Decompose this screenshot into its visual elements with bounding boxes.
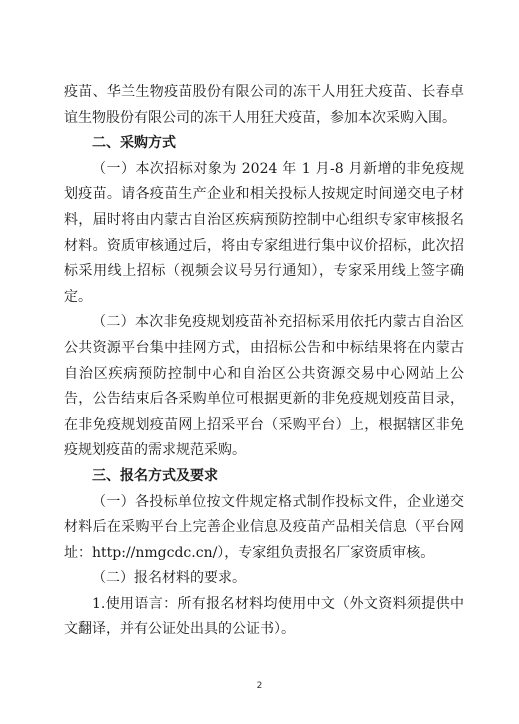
document-body: [64, 80, 464, 643]
heading-procurement-method: 二、采购方式: [92, 135, 176, 152]
paragraph-language-requirement: 1.使用语言：所有报名材料均使用中文（外文资料须提供中文翻译，并有公证处出具的公证书）。: [64, 595, 464, 638]
paragraph-intro: 疫苗、华兰生物疫苗股份有限公司的冻干人用狂犬疫苗、长春卓谊生物股份有限公司的冻干人用狂犬疫苗，参加本次采购入围。: [64, 84, 464, 126]
paragraph-method-2: （二）本次非免疫规划疫苗补充招标采用依托内蒙古自治区公共资源平台集中挂网方式，由招标公告和中标结果将在内蒙古自治区疾病预防控制中心和自治区公共资源交易中心网站上公告，公告结束后各采购单位可根据更新的非免疫规划疫苗目录，在非免疫规划疫苗网上招采平台（采购平台）上，根据辖区非免疫规划疫苗的需求规范采购。: [64, 314, 464, 459]
paragraph-method-1: （一）本次招标对象为 2024 年 1 月-8 月新增的非免疫规划疫苗。请各疫苗生产企业和相关投标人按规定时间递交电子材料，届时将由内蒙古自治区疾病预防控制中心组织专家审核报名材料。资质审核通过后，将由专家组进行集中议价招标，此次招标采用线上招标（视频会议号另行通知），专家采用线上签字确定。: [64, 160, 464, 305]
page-number: 2: [256, 681, 263, 691]
paragraph-registration-1: （一）各投标单位按文件规定格式制作投标文件，企业递交材料后在采购平台上完善企业信息及疫苗产品相关信息（平台网址：http://nmgcdc.cn/），专家组负责报名厂家资质审核。: [64, 493, 464, 561]
paragraph-registration-2: （二）报名材料的要求。: [92, 570, 246, 587]
heading-registration: 三、报名方式及要求: [92, 467, 218, 484]
